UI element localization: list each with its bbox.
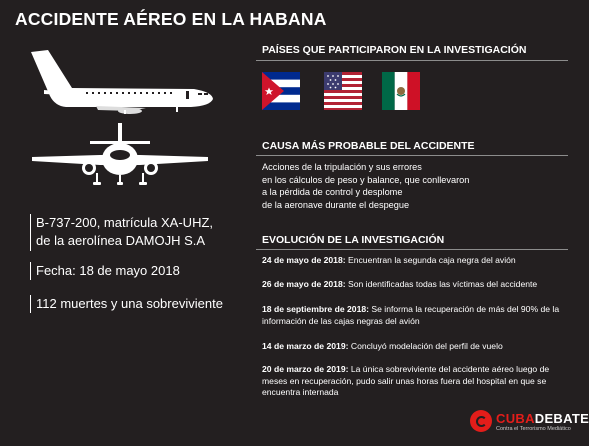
cause-line: Acciones de la tripulación y sus errores [262,162,422,172]
event-date: 26 de mayo de 2018: [262,279,346,289]
event-text: Concluyó modelación del perfil de vuelo [348,341,503,351]
cause-description [262,161,562,211]
timeline-event [262,279,570,291]
countries-heading: PAÍSES QUE PARTICIPARON EN LA INVESTIGACIÓN [262,44,527,56]
timeline-event [262,304,570,327]
usa-flag-icon [324,72,362,110]
airplane-side-view-illustration [26,40,216,115]
airplane-front-view-illustration [30,121,210,189]
countries-divider [256,60,568,61]
evolution-divider [256,249,568,250]
cause-line: a la pérdida de control y desplome [262,187,403,197]
cubadebate-logo-icon [470,410,492,432]
mexico-flag-icon [382,72,420,110]
event-text: Se informa la recuperación de más del 90% de la información de las cajas negras del avión [262,304,560,326]
cause-line: de la aeronave durante el despegue [262,199,410,210]
cuba-flag-icon [262,72,300,110]
cause-heading: CAUSA MÁS PROBABLE DEL ACCIDENTE [262,140,475,152]
timeline-event [262,255,570,267]
event-date: 14 de marzo de 2019: [262,341,349,351]
registration-line-2: de la aerolínea DAMOJH S.A [36,233,206,248]
evolution-heading: EVOLUCIÓN DE LA INVESTIGACIÓN [262,234,445,246]
event-text: Son identificadas todas las víctimas del accidente [345,279,538,289]
cause-divider [256,155,568,156]
accident-date: Fecha: 18 de mayo 2018 [30,262,245,280]
event-date: 24 de mayo de 2018: [262,255,346,265]
event-date: 18 de septiembre de 2018: [262,304,369,314]
event-text: La única sobreviviente del accidente aéreo luego de meses en recuperación, pudo salir unas horas fuera del hospital en que se encuentra internada [262,364,550,397]
casualties: 112 muertes y una sobreviviente [30,295,245,313]
event-date: 20 de marzo de 2019: [262,364,349,374]
cause-line: en los cálculos de peso y balance, que conllevaron [262,174,470,185]
accident-facts [30,214,245,313]
page-title: ACCIDENTE AÉREO EN LA HABANA [15,9,327,29]
timeline-event [262,364,558,399]
timeline-event [262,341,570,353]
brand-tagline: Contra el Terrorismo Mediático [496,426,571,432]
brand-name: CUBADEBATE [496,411,589,426]
registration-line-1: B-737-200, matrícula XA-UHZ, [36,215,214,230]
aircraft-registration [30,214,245,251]
event-text: Encuentran la segunda caja negra del avión [345,255,516,265]
